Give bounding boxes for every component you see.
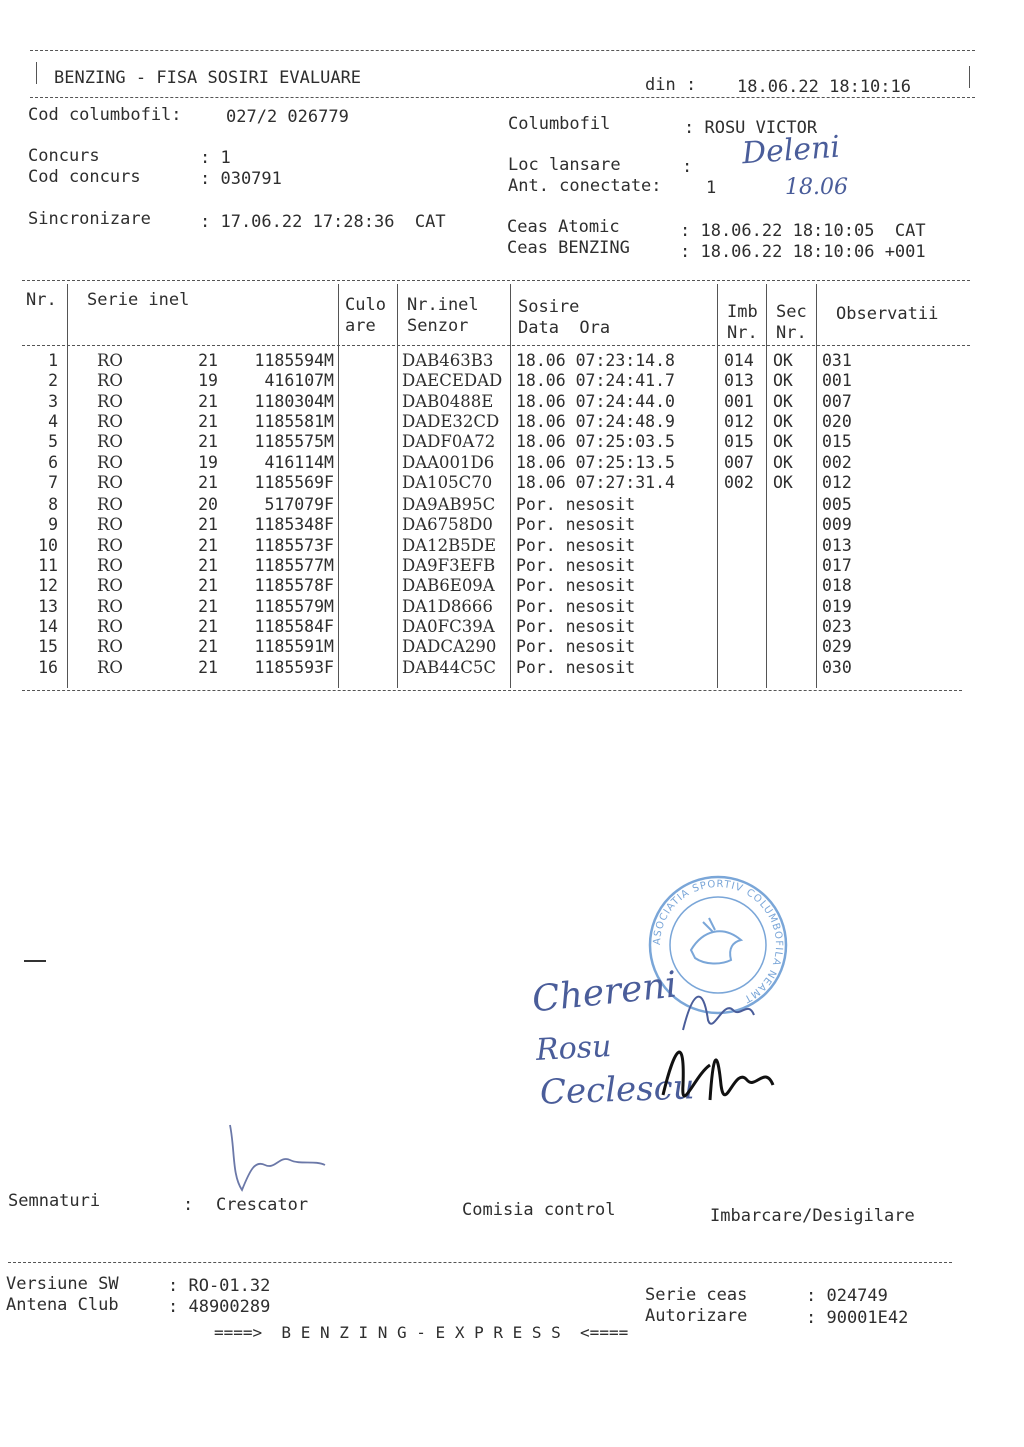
ceas-benzing-label: Ceas BENZING: [507, 238, 630, 258]
cell-country: RO: [97, 495, 123, 515]
cell-year: 19: [198, 371, 218, 391]
table-row: [0, 371, 1024, 391]
cod-columbofil-label: Cod columbofil:: [28, 105, 182, 125]
antene-conectate-label: Ant. conectate:: [508, 176, 662, 196]
cod-columbofil-value: 027/2 026779: [226, 107, 349, 127]
cell-imb-nr: 002: [724, 472, 754, 492]
table-row: [0, 515, 1024, 535]
cell-arrival: Por. nesosit: [516, 495, 636, 515]
cell-year: 21: [198, 432, 218, 452]
cell-observatii: 002: [822, 452, 852, 472]
table-body: [0, 0, 1024, 700]
cell-ring-number: 1185594M: [254, 351, 334, 370]
cell-imb-nr: 007: [724, 452, 754, 472]
cell-arrival: Por. nesosit: [516, 535, 636, 555]
cell-nr: 12: [38, 576, 58, 596]
handwritten-name-3: Ceclescu: [539, 1067, 696, 1113]
cell-country: RO: [97, 576, 123, 596]
cell-country: RO: [97, 535, 123, 555]
loc-lansare-label: Loc lansare: [508, 155, 621, 175]
table-row: [0, 351, 1024, 371]
th-sosire-1: Sosire: [518, 297, 580, 317]
handwritten-release-date: 18.06: [785, 175, 848, 200]
cell-arrival: 18.06 07:27:31.4: [516, 472, 675, 492]
cell-observatii: 019: [822, 596, 852, 616]
ceas-atomic-value: : 18.06.22 18:10:05 CAT: [680, 221, 926, 241]
cell-observatii: 017: [822, 556, 852, 575]
cell-ring-number: 1185578F: [254, 576, 334, 596]
autorizare-label: Autorizare: [645, 1306, 748, 1326]
cell-arrival: Por. nesosit: [516, 576, 636, 596]
cell-country: RO: [97, 657, 123, 677]
cell-nr: 4: [48, 411, 58, 431]
th-nr-inel-2: Senzor: [407, 316, 469, 336]
cell-nr: 10: [38, 535, 58, 555]
cell-nr: 16: [38, 657, 58, 677]
cell-ring-number: 1185581M: [254, 411, 334, 431]
cell-country: RO: [97, 472, 123, 492]
cell-arrival: Por. nesosit: [516, 515, 636, 535]
cell-ring-number: 1185593F: [254, 657, 334, 677]
table-row: [0, 453, 1024, 473]
table-row: [0, 473, 1024, 493]
cell-observatii: 001: [822, 371, 852, 391]
cell-imb-nr: 014: [724, 351, 754, 370]
cell-arrival: 18.06 07:23:14.8: [516, 351, 675, 370]
cell-ring-number: 1185575M: [254, 432, 334, 452]
serie-ceas-label: Serie ceas: [645, 1285, 748, 1305]
handwritten-release-location: Deleni: [740, 129, 842, 172]
cell-sensor: DAB463B3: [402, 351, 494, 370]
cell-sensor: DA1D8666: [402, 596, 493, 616]
table-row: [0, 392, 1024, 412]
table-row: [0, 432, 1024, 452]
signature-scribble-crescator: [220, 1120, 330, 1200]
cell-arrival: Por. nesosit: [516, 596, 636, 616]
cell-nr: 3: [48, 391, 58, 411]
cell-sensor: DA9AB95C: [402, 495, 496, 515]
cell-observatii: 007: [822, 391, 852, 411]
cell-ring-number: 1185584F: [254, 616, 334, 636]
cell-observatii: 030: [822, 657, 852, 677]
signature-comisia-control: Comisia control: [462, 1200, 616, 1220]
columbofil-label: Columbofil: [508, 114, 611, 134]
sincronizare-value: : 17.06.22 17:28:36 CAT: [200, 212, 446, 232]
table-row: [0, 412, 1024, 432]
cell-observatii: 013: [822, 535, 852, 555]
cell-arrival: 18.06 07:25:13.5: [516, 452, 675, 472]
table-row: [0, 536, 1024, 556]
cell-nr: 2: [48, 371, 58, 391]
table-row: [0, 597, 1024, 617]
cell-arrival: Por. nesosit: [516, 637, 636, 657]
versiune-sw-label: Versiune SW: [6, 1274, 119, 1294]
cell-sensor: DAB44C5C: [402, 657, 497, 677]
cell-observatii: 020: [822, 411, 852, 431]
table-row: [0, 617, 1024, 637]
th-observatii: Observatii: [836, 304, 939, 324]
cell-arrival: 18.06 07:24:44.0: [516, 391, 675, 411]
cell-nr: 9: [48, 515, 58, 535]
cell-nr: 11: [38, 556, 58, 575]
cell-nr: 1: [48, 351, 58, 370]
table-row: [0, 576, 1024, 596]
cell-sec-nr: OK: [773, 411, 793, 431]
report-date-label: din :: [645, 75, 697, 95]
table-row: [0, 556, 1024, 576]
cell-sec-nr: OK: [773, 452, 793, 472]
cell-arrival: 18.06 07:25:03.5: [516, 432, 675, 452]
cell-sec-nr: OK: [773, 351, 793, 370]
cell-country: RO: [97, 351, 123, 370]
cell-observatii: 029: [822, 637, 852, 657]
benzing-express-brand: ====> B E N Z I N G - E X P R E S S <====: [214, 1323, 629, 1342]
document-title: BENZING - FISA SOSIRI EVALUARE: [54, 68, 362, 88]
th-serie-inel: Serie inel: [87, 290, 190, 310]
cell-sensor: DAECEDAD: [402, 371, 503, 391]
th-culoare-2: are: [345, 316, 376, 336]
cell-ring-number: 1180304M: [254, 391, 334, 411]
cell-nr: 8: [48, 495, 58, 515]
th-nr: Nr.: [26, 290, 57, 310]
cell-ring-number: 1185569F: [254, 472, 334, 492]
cell-sensor: DAB0488E: [402, 391, 494, 411]
cell-year: 21: [198, 576, 218, 596]
cell-sensor: DA12B5DE: [402, 535, 497, 555]
cell-observatii: 018: [822, 576, 852, 596]
cell-observatii: 012: [822, 472, 852, 492]
loc-lansare-value: :: [682, 157, 693, 177]
cell-sensor: DADCA290: [402, 637, 497, 657]
cell-imb-nr: 015: [724, 432, 754, 452]
cod-concurs-value: : 030791: [200, 169, 282, 189]
cell-nr: 15: [38, 637, 58, 657]
cell-year: 21: [198, 515, 218, 535]
cell-country: RO: [97, 515, 123, 535]
signature-scribble-commission: [655, 1025, 795, 1125]
handwritten-name-1: Chereni: [530, 964, 679, 1021]
cell-arrival: Por. nesosit: [516, 657, 636, 677]
cell-ring-number: 1185579M: [254, 596, 334, 616]
cell-nr: 14: [38, 616, 58, 636]
table-row: [0, 495, 1024, 515]
cell-country: RO: [97, 452, 123, 472]
cell-country: RO: [97, 391, 123, 411]
cell-year: 20: [198, 495, 218, 515]
ceas-benzing-value: : 18.06.22 18:10:06 +001: [680, 242, 926, 262]
signature-crescator: Crescator: [216, 1195, 309, 1215]
signature-imbarcare: Imbarcare/Desigilare: [710, 1206, 915, 1226]
th-sosire-2: Data Ora: [518, 318, 611, 338]
cell-year: 21: [198, 411, 218, 431]
cell-year: 19: [198, 452, 218, 472]
table-row: [0, 637, 1024, 657]
autorizare-value: : 90001E42: [806, 1308, 909, 1328]
antene-conectate-value: 1: [706, 178, 717, 198]
cell-ring-number: 517079F: [264, 495, 334, 515]
cell-year: 21: [198, 472, 218, 492]
cell-nr: 5: [48, 432, 58, 452]
cell-sensor: DA0FC39A: [402, 616, 495, 636]
cell-observatii: 015: [822, 432, 852, 452]
table-row: [0, 658, 1024, 678]
cell-sensor: DA9F3EFB: [402, 556, 496, 575]
cell-sec-nr: OK: [773, 472, 793, 492]
cell-ring-number: 416114M: [264, 452, 334, 472]
cell-observatii: 023: [822, 616, 852, 636]
sincronizare-label: Sincronizare: [28, 209, 151, 229]
cell-observatii: 009: [822, 515, 852, 535]
cell-ring-number: 1185577M: [254, 556, 334, 575]
cell-sensor: DA105C70: [402, 472, 493, 492]
stamp-text: ASOCIATIA SPORTIV COLUMBOFILA NEAMT: [651, 878, 785, 1005]
cell-observatii: 005: [822, 495, 852, 515]
versiune-sw-value: : RO-01.32: [168, 1276, 271, 1296]
columbofil-value: : ROSU VICTOR: [684, 118, 818, 138]
signatures-label: Semnaturi: [8, 1191, 101, 1211]
cell-sensor: DADE32CD: [402, 411, 500, 431]
cell-ring-number: 416107M: [264, 371, 334, 391]
cell-arrival: Por. nesosit: [516, 556, 636, 575]
antena-club-label: Antena Club: [6, 1295, 119, 1315]
cell-year: 21: [198, 351, 218, 370]
concurs-value: : 1: [200, 148, 231, 168]
cell-country: RO: [97, 556, 123, 575]
cell-ring-number: 1185573F: [254, 535, 334, 555]
serie-ceas-value: : 024749: [806, 1286, 888, 1306]
cell-year: 21: [198, 391, 218, 411]
cell-year: 21: [198, 616, 218, 636]
cell-nr: 13: [38, 596, 58, 616]
cell-sensor: DAA001D6: [402, 452, 495, 472]
cell-imb-nr: 012: [724, 411, 754, 431]
cell-nr: 6: [48, 452, 58, 472]
cell-observatii: 031: [822, 351, 852, 370]
signatures-colon: :: [183, 1195, 194, 1215]
stray-mark: [24, 960, 46, 962]
cell-ring-number: 1185348F: [254, 515, 334, 535]
cell-imb-nr: 001: [724, 391, 754, 411]
cell-year: 21: [198, 596, 218, 616]
cell-year: 21: [198, 535, 218, 555]
handwritten-name-2: Rosu: [535, 1029, 613, 1068]
ceas-atomic-label: Ceas Atomic: [507, 217, 620, 237]
th-sec-1: Sec: [776, 302, 807, 322]
cell-sensor: DAB6E09A: [402, 576, 495, 596]
cell-sec-nr: OK: [773, 371, 793, 391]
cell-year: 21: [198, 556, 218, 575]
cell-sensor: DADF0A72: [402, 432, 496, 452]
cell-country: RO: [97, 616, 123, 636]
cell-country: RO: [97, 371, 123, 391]
cell-country: RO: [97, 596, 123, 616]
th-imb-2: Nr.: [727, 323, 758, 343]
th-culoare-1: Culo: [345, 295, 386, 315]
cod-concurs-label: Cod concurs: [28, 167, 141, 187]
th-imb-1: Imb: [727, 302, 758, 322]
footer-separator: [8, 1262, 952, 1263]
cell-year: 21: [198, 657, 218, 677]
signature-scribble-stamp: [678, 980, 758, 1040]
cell-ring-number: 1185591M: [254, 637, 334, 657]
antena-club-value: : 48900289: [168, 1297, 271, 1317]
cell-country: RO: [97, 637, 123, 657]
report-date-value: 18.06.22 18:10:16: [737, 77, 911, 97]
cell-country: RO: [97, 411, 123, 431]
cell-nr: 7: [48, 472, 58, 492]
cell-arrival: 18.06 07:24:48.9: [516, 411, 675, 431]
th-sec-2: Nr.: [776, 323, 807, 343]
cell-year: 21: [198, 637, 218, 657]
cell-sec-nr: OK: [773, 391, 793, 411]
th-nr-inel-1: Nr.inel: [407, 295, 479, 315]
cell-sec-nr: OK: [773, 432, 793, 452]
concurs-label: Concurs: [28, 146, 100, 166]
cell-country: RO: [97, 432, 123, 452]
cell-imb-nr: 013: [724, 371, 754, 391]
cell-arrival: Por. nesosit: [516, 616, 636, 636]
cell-sensor: DA6758D0: [402, 515, 493, 535]
cell-arrival: 18.06 07:24:41.7: [516, 371, 675, 391]
